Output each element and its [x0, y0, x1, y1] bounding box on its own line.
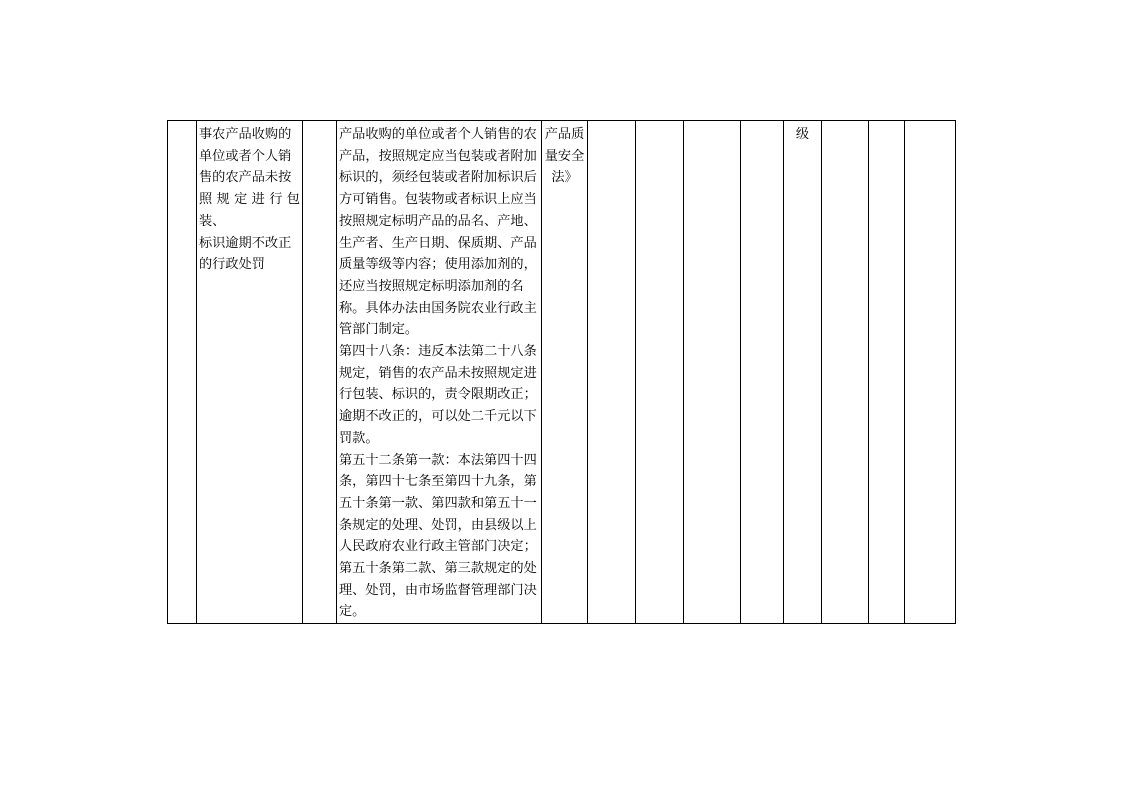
- cell-blank-7: [869, 121, 905, 624]
- cell-index: [168, 121, 197, 624]
- cell-blank-3: [636, 121, 684, 624]
- law-name-text: 产品质 量安全 法》: [544, 127, 585, 186]
- basis-paragraph: 产品收购的单位或者个人销售的农 产品，按照规定应当包装或者附加 标识的，须经包装或者附加标识后 方可销售。包装物或者标识上应当 按照规定标明产品的品名、产地、 生产者、生产日期、保质期、产品 质量等级等内容；使用添加剂的， 还应当按照规定标明添加剂的名 称。具体办法由国务院农业行政主 管部门制定。: [339, 127, 537, 338]
- basis-paragraph: 第四十八条：违反本法第二十八条 规定，销售的农产品未按照规定进 行包装、标识的，责令限期改正； 逾期不改正的，可以处二千元以下 罚款。: [339, 344, 537, 446]
- cell-item-name: [197, 121, 303, 624]
- cell-law-name: [542, 121, 588, 624]
- cell-legal-basis: [337, 121, 542, 624]
- cell-blank-8: [905, 121, 956, 624]
- table-row: [168, 121, 956, 624]
- cell-blank-6: [822, 121, 869, 624]
- cell-blank-5: [741, 121, 784, 624]
- level-text: 级: [795, 127, 810, 142]
- regulation-table: [167, 120, 956, 624]
- cell-blank-2: [588, 121, 636, 624]
- item-name-text: 事农产品收购的 单位或者个人销 售的农产品未按 照规定进行包装、 标识逾期不改正 的行政处罚: [199, 127, 300, 273]
- cell-blank-1: [303, 121, 337, 624]
- cell-blank-4: [684, 121, 741, 624]
- cell-level: [784, 121, 822, 624]
- basis-paragraph: 第五十二条第一款：本法第四十四 条，第四十七条至第四十九条，第 五十条第一款、第四款和第五十一 条规定的处理、处罚，由县级以上 人民政府农业行政主管部门决定； 第五十条第二款、第三款规定的处 理、处罚，由市场监督管理部门决 定。: [339, 452, 537, 620]
